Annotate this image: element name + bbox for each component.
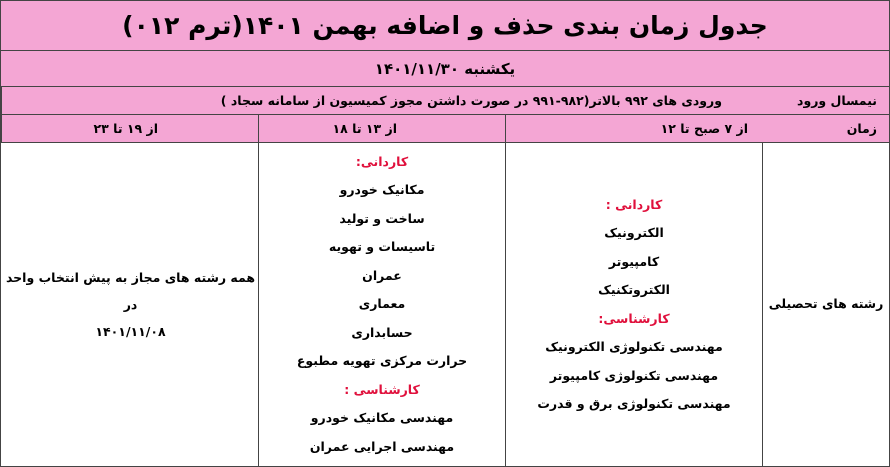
- kardani-label: کاردانی :: [605, 196, 663, 212]
- kardani-label: کاردانی:: [355, 153, 409, 169]
- evening-date: ۱۴۰۱/۱۱/۰۸: [95, 324, 166, 339]
- fields-row: [1, 143, 889, 466]
- list-item: کامپیوتر: [608, 253, 660, 269]
- entry-value: ورودی های ۹۹۲ بالاتر(۹۸۲-۹۹۱ در صورت داشتن مجوز کمیسیون از سامانه سجاد ): [1, 87, 762, 114]
- list-item: مهندسی تکنولوژی الکترونیک: [545, 339, 723, 354]
- morning-fields: [505, 143, 762, 466]
- list-item: حسابداری: [351, 324, 413, 340]
- list-item: مهندسی مکانیک خودرو: [310, 410, 454, 426]
- list-item: معماری: [358, 296, 406, 312]
- list-item: مهندسی اجرایی عمران: [309, 438, 455, 454]
- list-item: الکتروتکنیک: [598, 282, 670, 297]
- time-slot-evening: از ۱۹ تا ۲۳: [1, 115, 260, 142]
- list-item: الکترونیک: [604, 225, 664, 240]
- time-header: زمان: [846, 121, 877, 136]
- page-title: جدول زمان بندی حذف و اضافه بهمن ۱۴۰۱(ترم ۰۱۲): [122, 11, 768, 40]
- title-row: [1, 1, 889, 51]
- list-item: عمران: [362, 267, 402, 283]
- fields-header-label: رشته های تحصیلی: [768, 296, 884, 312]
- list-item: مهندسی تکنولوژی برق و قدرت: [537, 396, 731, 411]
- list-item: ساخت و تولید: [339, 210, 425, 226]
- time-slot-morning: از ۷ صبح تا ۱۲: [505, 115, 762, 142]
- afternoon-fields: [258, 143, 505, 466]
- fields-header: [762, 143, 889, 466]
- evening-text: همه رشته های مجاز به پیش انتخاب واحد: [5, 270, 256, 285]
- list-item: مکانیک خودرو: [339, 182, 425, 198]
- time-row: [1, 115, 889, 143]
- entry-row: [1, 87, 889, 115]
- karshenasi-label: کارشناسی:: [598, 310, 670, 326]
- time-slot-afternoon: از ۱۳ تا ۱۸: [258, 115, 505, 142]
- list-item: مهندسی تکنولوژی کامپیوتر: [549, 367, 719, 383]
- schedule-date: یکشنبه ۱۴۰۱/۱۱/۳۰: [374, 59, 516, 78]
- list-item: تاسیسات و تهویه: [328, 239, 436, 255]
- list-item: حرارت مرکزی تهویه مطبوع: [296, 353, 468, 369]
- entry-header: نیمسال ورود: [797, 93, 877, 108]
- karshenasi-label: کارشناسی :: [344, 381, 420, 397]
- evening-text: در: [123, 297, 138, 312]
- evening-fields: [1, 143, 260, 466]
- date-row: [1, 51, 889, 87]
